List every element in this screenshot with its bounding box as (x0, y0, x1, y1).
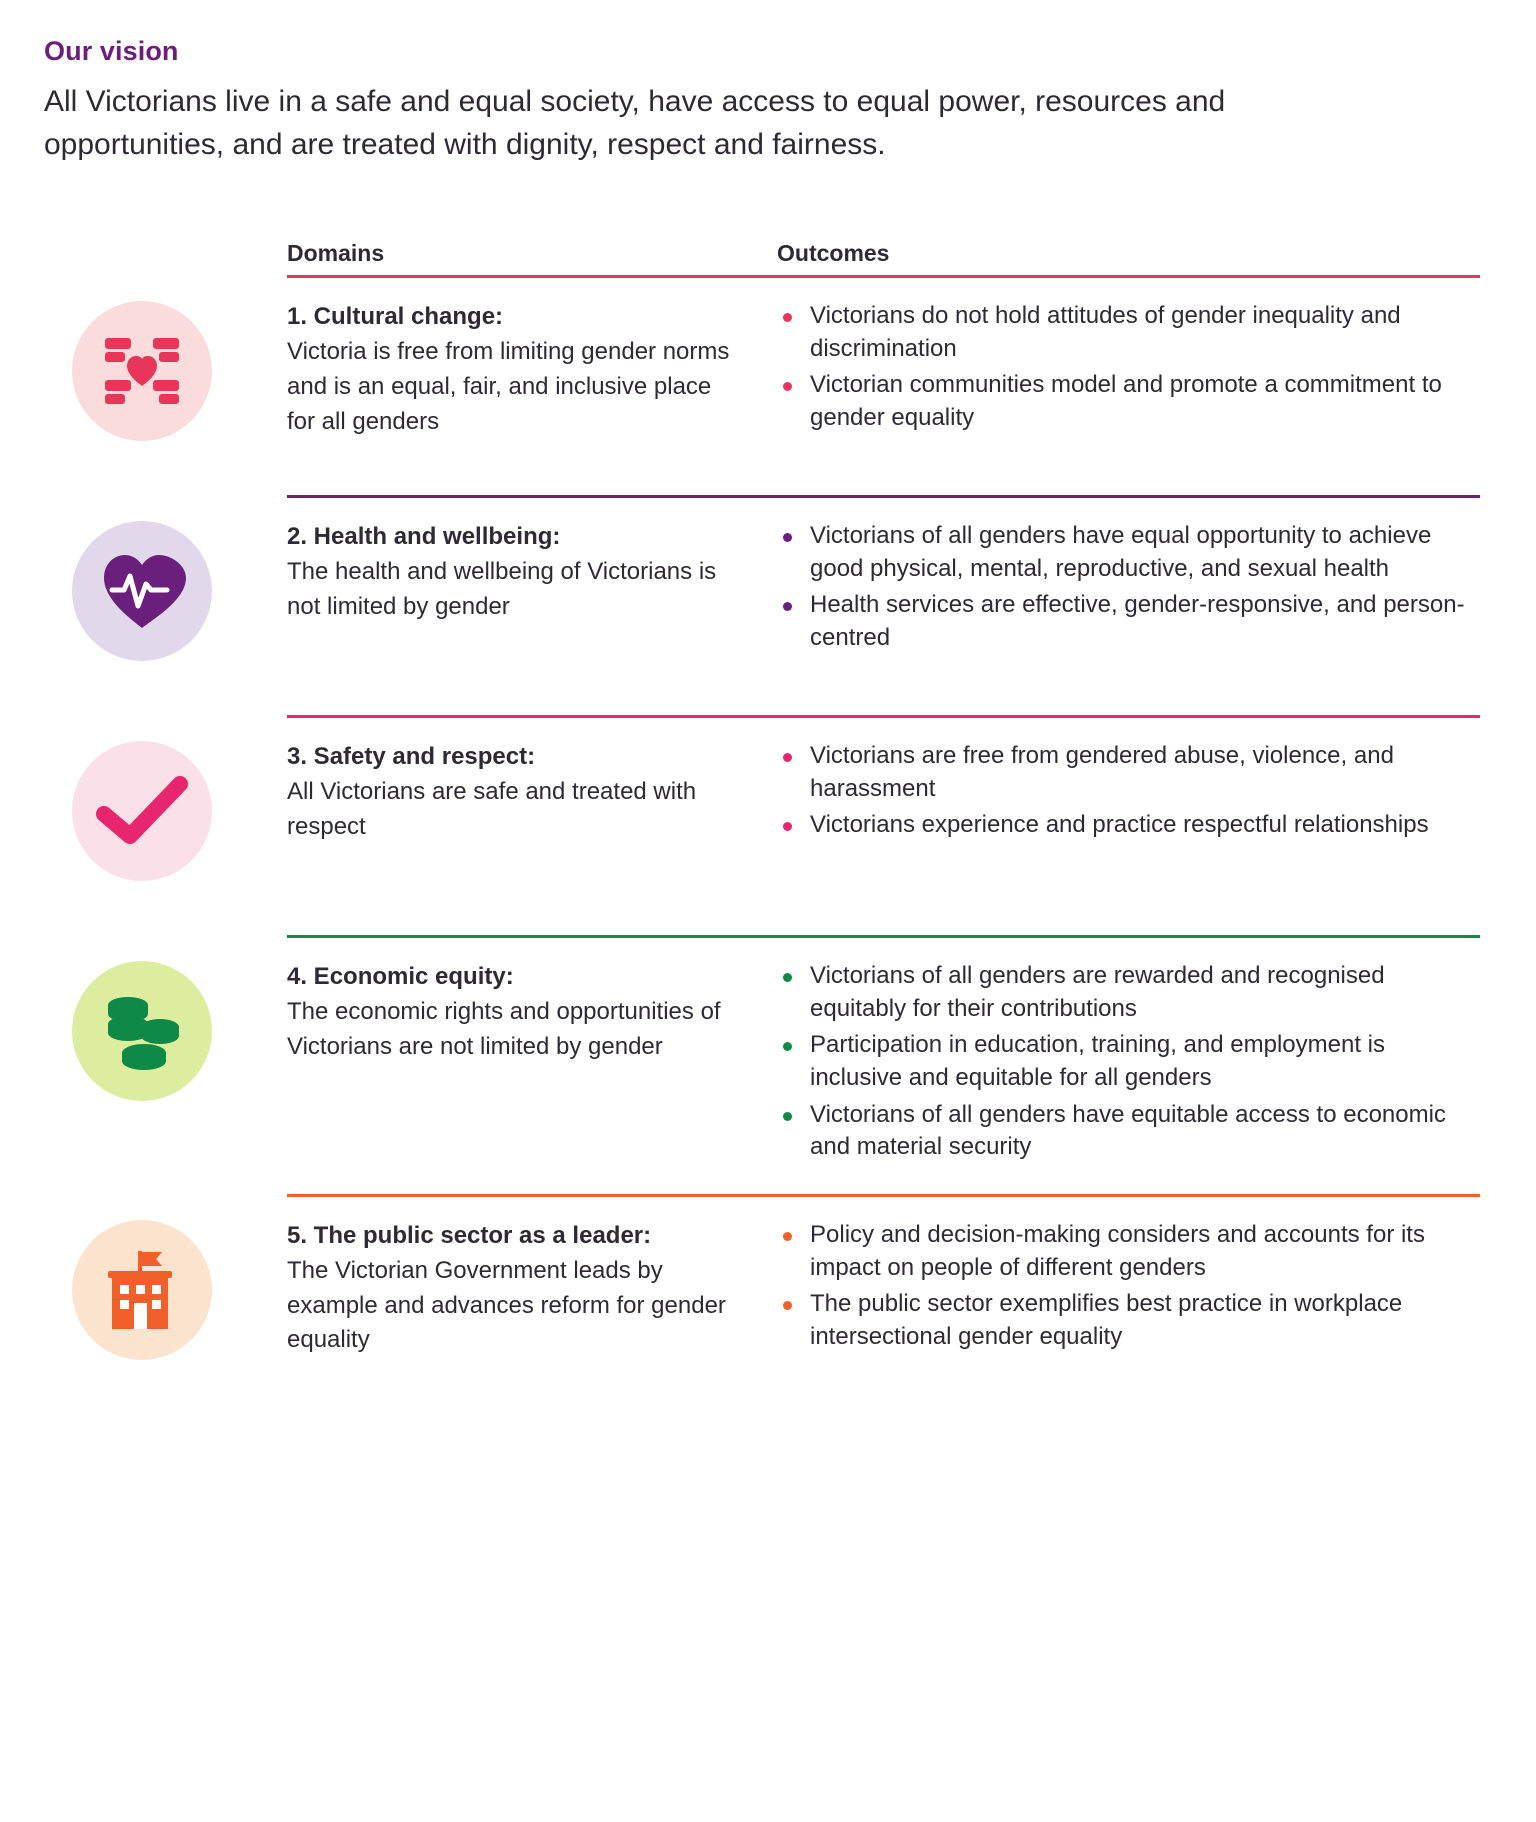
domain-cell (287, 300, 777, 469)
domain-cell (287, 960, 777, 1168)
outcome-text: Health services are effective, gender-responsive, and person-centred (810, 591, 1465, 652)
outcome-item (777, 589, 1480, 654)
outcome-text: Participation in education, training, and employment is inclusive and equitable for all genders (810, 1031, 1385, 1092)
outcome-text: Victorians are free from gendered abuse, violence, and harassment (810, 742, 1394, 802)
bullet-icon (783, 602, 792, 611)
government-building-icon (72, 1220, 212, 1360)
domain-description: Victoria is free from limiting gender norms and is an equal, fair, and inclusive place for all genders (287, 337, 730, 435)
coins-icon (72, 961, 212, 1101)
outcome-text: Policy and decision-making considers and accounts for its impact on people of different genders (810, 1220, 1425, 1281)
outcome-item (777, 960, 1480, 1025)
outcome-text: Victorians of all genders have equitable access to economic and material security (810, 1100, 1446, 1161)
row-content (287, 1194, 1480, 1414)
domain-description: The Victorian Government leads by example and advances reform for gender equality (287, 1256, 726, 1354)
outcomes-list (777, 520, 1480, 655)
table-row (44, 275, 1480, 495)
outcome-item (777, 1099, 1480, 1164)
outcome-text: Victorians of all genders are rewarded and recognised equitably for their contributions (810, 962, 1385, 1022)
outcomes-cell (777, 960, 1480, 1168)
outcome-text: Victorians of all genders have equal opportunity to achieve good physical, mental, reproductive, and sexual health (810, 522, 1432, 582)
outcomes-list (777, 1219, 1480, 1354)
bullet-icon (783, 1042, 792, 1051)
outcome-item (777, 1029, 1480, 1094)
outcomes-cell (777, 740, 1480, 909)
row-content (287, 935, 1480, 1194)
vision-title: Our vision (44, 36, 179, 66)
outcome-text: Victorians experience and practice respectful relationships (810, 811, 1429, 839)
outcome-item (777, 1219, 1480, 1284)
outcomes-list (777, 300, 1480, 435)
vision-text: All Victorians live in a safe and equal society, have access to equal power, resources and opportunities, and are treated with dignity, respect and fairness. (44, 85, 1226, 161)
outcomes-list (777, 960, 1480, 1164)
bullet-icon (783, 313, 792, 322)
table-row (44, 935, 1480, 1194)
outcome-item (777, 369, 1480, 434)
outcome-item (777, 809, 1480, 842)
outcome-text: Victorian communities model and promote a commitment to gender equality (810, 371, 1442, 432)
table-row (44, 715, 1480, 935)
bullet-icon (783, 973, 792, 982)
bullet-icon (783, 822, 792, 831)
row-icon-cell (44, 275, 287, 441)
row-icon-cell (44, 715, 287, 881)
bullet-icon (783, 1112, 792, 1121)
outcome-item (777, 300, 1480, 365)
column-header-outcomes: Outcomes (777, 240, 890, 267)
bullet-icon (783, 753, 792, 762)
table-header-row (44, 240, 1480, 275)
bullet-icon (783, 533, 792, 542)
domain-description: The health and wellbeing of Victorians is not limited by gender (287, 557, 717, 620)
domains-outcomes-table (44, 240, 1480, 1414)
domain-title: 1. Cultural change: (287, 303, 504, 331)
row-content (287, 495, 1480, 715)
row-icon-cell (44, 1194, 287, 1360)
row-content (287, 275, 1480, 495)
table-row (44, 1194, 1480, 1414)
row-icon-cell (44, 495, 287, 661)
domain-cell (287, 520, 777, 689)
row-icon-cell (44, 935, 287, 1101)
outcomes-cell (777, 520, 1480, 689)
outcome-item (777, 520, 1480, 585)
outcome-text: The public sector exemplifies best practice in workplace intersectional gender equality (810, 1290, 1403, 1350)
outcome-item (777, 740, 1480, 805)
outcome-item (777, 1288, 1480, 1353)
outcome-text: Victorians do not hold attitudes of gender inequality and discrimination (810, 302, 1401, 362)
domain-title: 2. Health and wellbeing: (287, 523, 561, 551)
outcomes-list (777, 740, 1480, 842)
domain-title: 3. Safety and respect: (287, 743, 536, 771)
domain-cell (287, 740, 777, 909)
vision-section (44, 36, 1480, 166)
outcomes-cell (777, 1219, 1480, 1388)
column-header-domains: Domains (287, 240, 385, 267)
domain-description: The economic rights and opportunities of Victorians are not limited by gender (287, 997, 721, 1060)
bullet-icon (783, 1301, 792, 1310)
domain-description: All Victorians are safe and treated with respect (287, 777, 697, 840)
table-row (44, 495, 1480, 715)
domain-title: 5. The public sector as a leader: (287, 1221, 652, 1249)
row-content (287, 715, 1480, 935)
heart-pulse-icon (72, 521, 212, 661)
checkmark-icon (72, 741, 212, 881)
outcomes-cell (777, 300, 1480, 469)
domain-title: 4. Economic equity: (287, 963, 514, 991)
hands-heart-icon (72, 301, 212, 441)
bullet-icon (783, 382, 792, 391)
bullet-icon (783, 1232, 792, 1241)
table-rows (44, 275, 1480, 1414)
domain-cell (287, 1219, 777, 1388)
